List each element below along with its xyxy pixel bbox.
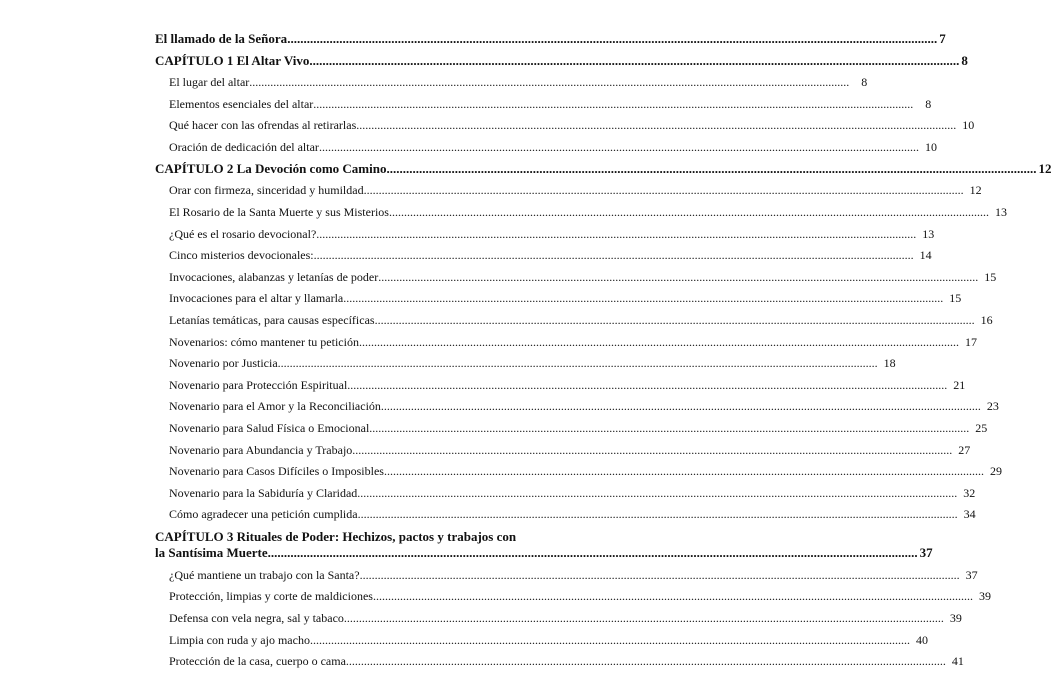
toc-chapter-label: CAPÍTULO 3 Rituales de Poder: Hechizos, pactos y trabajos con xyxy=(155,528,517,544)
dot-leader xyxy=(378,267,978,289)
toc-entry-page: 7 xyxy=(939,31,946,46)
toc-entry[interactable] xyxy=(155,310,993,332)
dot-leader xyxy=(268,545,918,561)
dot-leader xyxy=(364,180,964,202)
toc-entry-page: 14 xyxy=(919,248,932,263)
toc-entry-page: 40 xyxy=(915,632,928,647)
dot-leader xyxy=(357,483,957,505)
toc-entry[interactable] xyxy=(155,483,976,505)
toc-entry-page: 39 xyxy=(978,589,991,604)
toc-entry-page: 15 xyxy=(949,291,962,306)
toc-entry-page: 12 xyxy=(969,183,982,198)
toc-entry[interactable] xyxy=(155,72,868,94)
toc-entry[interactable] xyxy=(155,202,1007,224)
toc-entry[interactable] xyxy=(155,504,976,526)
toc-entry[interactable] xyxy=(155,418,988,440)
toc-entry-label: Cómo agradecer una petición cumplida xyxy=(169,507,358,522)
dot-leader xyxy=(356,115,956,137)
toc-entry-page: 18 xyxy=(883,356,896,371)
toc-entry[interactable] xyxy=(155,180,982,202)
toc-entry-page: 17 xyxy=(964,334,977,349)
toc-chapter-label-continued: la Santísima Muerte xyxy=(155,544,268,560)
dot-leader xyxy=(360,565,960,587)
toc-entry-label: El llamado de la Señora xyxy=(155,31,288,46)
toc-entry-label: Oración de dedicación del altar xyxy=(169,139,319,154)
toc-chapter-label: CAPÍTULO 2 La Devoción como Camino xyxy=(155,161,387,177)
toc-entry-page: 41 xyxy=(951,654,964,669)
toc-entry-label: Elementos esenciales del altar xyxy=(169,96,314,111)
dot-leader xyxy=(309,50,959,72)
toc-entry[interactable] xyxy=(155,651,964,673)
toc-entry-label: Invocaciones, alabanzas y letanías de poder xyxy=(169,269,379,284)
toc-entry-page: 8 xyxy=(925,96,932,111)
toc-entry-label: ¿Qué es el rosario devocional? xyxy=(169,226,317,241)
toc-entry-page: 29 xyxy=(989,464,1002,479)
dot-leader xyxy=(314,245,914,267)
toc-entry[interactable] xyxy=(155,353,896,375)
toc-entry-page: 8 xyxy=(861,75,868,89)
toc-entry-label: Invocaciones para el altar y llamarla xyxy=(169,291,344,306)
dot-leader xyxy=(352,440,952,462)
toc-entry[interactable] xyxy=(155,375,966,397)
toc-entry-page: 10 xyxy=(924,139,937,154)
dot-leader xyxy=(343,288,943,310)
toc-entry-page: 27 xyxy=(958,442,971,457)
toc-entry-page: 16 xyxy=(980,312,993,327)
dot-leader xyxy=(386,158,1036,180)
toc-entry-page: 13 xyxy=(994,204,1007,219)
toc-entry[interactable] xyxy=(155,224,935,246)
dot-leader xyxy=(287,28,937,50)
toc-entry-label: Defensa con vela negra, sal y tabaco xyxy=(169,611,344,626)
toc-entry-page: 39 xyxy=(949,611,962,626)
toc-entry-label: Letanías temáticas, para causas específicas xyxy=(169,312,375,327)
toc-chapter-page: 37 xyxy=(919,544,933,560)
toc-entry-label: Limpia con ruda y ajo macho xyxy=(169,632,310,647)
toc-entry[interactable] xyxy=(155,245,932,267)
toc-entry[interactable] xyxy=(155,440,971,462)
toc-chapter-page: 8 xyxy=(961,53,968,68)
toc-entry-label: Novenario para Casos Difíciles o Imposibles xyxy=(169,464,384,479)
dot-leader xyxy=(278,353,878,375)
toc-chapter-3[interactable] xyxy=(155,526,933,561)
toc-entry-page: 21 xyxy=(953,377,966,392)
toc-entry[interactable] xyxy=(155,94,932,116)
toc-chapter-label: CAPÍTULO 1 El Altar Vivo xyxy=(155,53,310,68)
dot-leader xyxy=(313,94,913,116)
dot-leader xyxy=(358,504,958,526)
dot-leader xyxy=(310,630,910,652)
toc-entry-page: 23 xyxy=(986,399,999,414)
toc-entry-page: 32 xyxy=(963,485,976,500)
toc-entry-label: Novenario para Salud Física o Emocional xyxy=(169,420,370,435)
dot-leader xyxy=(319,137,919,159)
dot-leader xyxy=(389,202,989,224)
toc-entry-page: 34 xyxy=(963,507,976,522)
dot-leader xyxy=(346,651,946,673)
toc-entry[interactable] xyxy=(155,137,937,159)
toc-entry-page: 10 xyxy=(962,118,975,133)
dot-leader xyxy=(369,418,969,440)
toc-entry[interactable] xyxy=(155,608,962,630)
toc-entry-intro[interactable] xyxy=(155,28,946,50)
toc-entry[interactable] xyxy=(155,630,928,652)
toc-entry[interactable] xyxy=(155,115,975,137)
toc-entry[interactable] xyxy=(155,565,978,587)
dot-leader xyxy=(384,461,984,483)
toc-entry-label: El lugar del altar xyxy=(169,75,250,89)
toc-entry-label: Novenario para Protección Espiritual xyxy=(169,377,348,392)
dot-leader xyxy=(359,332,959,354)
dot-leader xyxy=(249,72,849,94)
toc-entry-label: Novenario por Justicia xyxy=(169,356,278,371)
toc-chapter-2[interactable] xyxy=(155,158,1051,180)
toc-entry-label: Orar con firmeza, sinceridad y humildad xyxy=(169,183,364,198)
toc-entry[interactable] xyxy=(155,461,1002,483)
toc-entry-page: 37 xyxy=(965,567,978,582)
toc-entry-label: Novenarios: cómo mantener tu petición xyxy=(169,334,359,349)
dot-leader xyxy=(375,310,975,332)
toc-chapter-1[interactable] xyxy=(155,50,968,72)
toc-entry-page: 25 xyxy=(975,420,988,435)
toc-entry-page: 15 xyxy=(984,269,997,284)
toc-entry-label: Novenario para Abundancia y Trabajo xyxy=(169,442,353,457)
toc-entry-label: El Rosario de la Santa Muerte y sus Misterios xyxy=(169,204,389,219)
toc-chapter-page: 12 xyxy=(1038,161,1051,177)
dot-leader xyxy=(381,396,981,418)
toc-entry-label: Protección de la casa, cuerpo o cama xyxy=(169,654,346,669)
toc-entry-label: Cinco misterios devocionales: xyxy=(169,248,314,263)
dot-leader xyxy=(347,375,947,397)
toc-entry[interactable] xyxy=(155,267,997,289)
toc-entry-label: Novenario para la Sabiduría y Claridad xyxy=(169,485,358,500)
toc-entry-label: Novenario para el Amor y la Reconciliación xyxy=(169,399,381,414)
toc-entry-label: Qué hacer con las ofrendas al retirarlas xyxy=(169,118,357,133)
toc-entry[interactable] xyxy=(155,586,991,608)
toc-entry[interactable] xyxy=(155,396,999,418)
dot-leader xyxy=(344,608,944,630)
toc-entry[interactable] xyxy=(155,332,977,354)
table-of-contents xyxy=(155,28,1051,673)
dot-leader xyxy=(316,224,916,246)
toc-entry-page: 13 xyxy=(922,226,935,241)
toc-entry-label: ¿Qué mantiene un trabajo con la Santa? xyxy=(169,567,360,582)
dot-leader xyxy=(373,586,973,608)
toc-entry[interactable] xyxy=(155,288,962,310)
toc-entry-label: Protección, limpias y corte de maldiciones xyxy=(169,589,373,604)
